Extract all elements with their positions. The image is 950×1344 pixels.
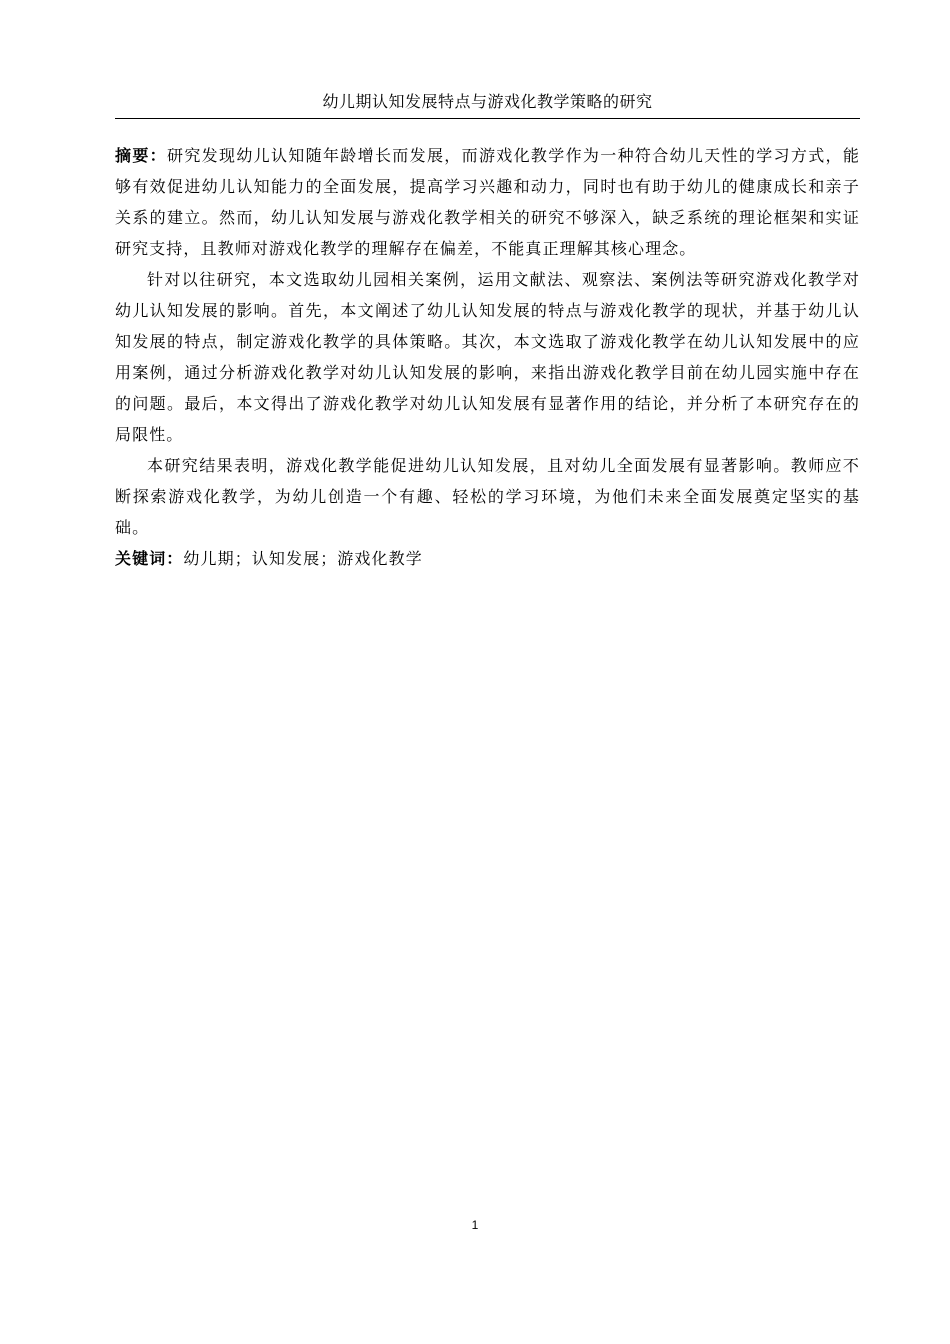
keywords-line bbox=[115, 543, 860, 574]
abstract-label: 摘要： bbox=[115, 146, 167, 165]
header-divider bbox=[115, 118, 860, 119]
keywords-items: 幼儿期；认知发展；游戏化教学 bbox=[183, 549, 423, 568]
abstract-text-1: 研究发现幼儿认知随年龄增长而发展，而游戏化教学作为一种符合幼儿天性的学习方式，能够有效促进幼儿认知能力的全面发展，提高学习兴趣和动力，同时也有助于幼儿的健康成长和亲子关系的建立。然而，幼儿认知发展与游戏化教学相关的研究不够深入，缺乏系统的理论框架和实证研究支持，且教师对游戏化教学的理解存在偏差，不能真正理解其核心理念。 bbox=[115, 146, 860, 258]
abstract-paragraph-2: 针对以往研究，本文选取幼儿园相关案例，运用文献法、观察法、案例法等研究游戏化教学对幼儿认知发展的影响。首先，本文阐述了幼儿认知发展的特点与游戏化教学的现状，并基于幼儿认知发展的特点，制定游戏化教学的具体策略。其次，本文选取了游戏化教学在幼儿认知发展中的应用案例，通过分析游戏化教学对幼儿认知发展的影响，来指出游戏化教学目前在幼儿园实施中存在的问题。最后，本文得出了游戏化教学对幼儿认知发展有显著作用的结论，并分析了本研究存在的局限性。 bbox=[115, 270, 860, 444]
keywords-label: 关键词： bbox=[115, 549, 184, 568]
abstract-section bbox=[115, 140, 860, 574]
page-number: 1 bbox=[471, 1218, 479, 1232]
page-title: 幼儿期认知发展特点与游戏化教学策略的研究 bbox=[322, 92, 653, 111]
abstract-paragraph-1 bbox=[115, 140, 860, 264]
abstract-paragraph-3: 本研究结果表明，游戏化教学能促进幼儿认知发展，且对幼儿全面发展有显著影响。教师应不断探索游戏化教学，为幼儿创造一个有趣、轻松的学习环境，为他们未来全面发展奠定坚实的基础。 bbox=[115, 456, 860, 537]
